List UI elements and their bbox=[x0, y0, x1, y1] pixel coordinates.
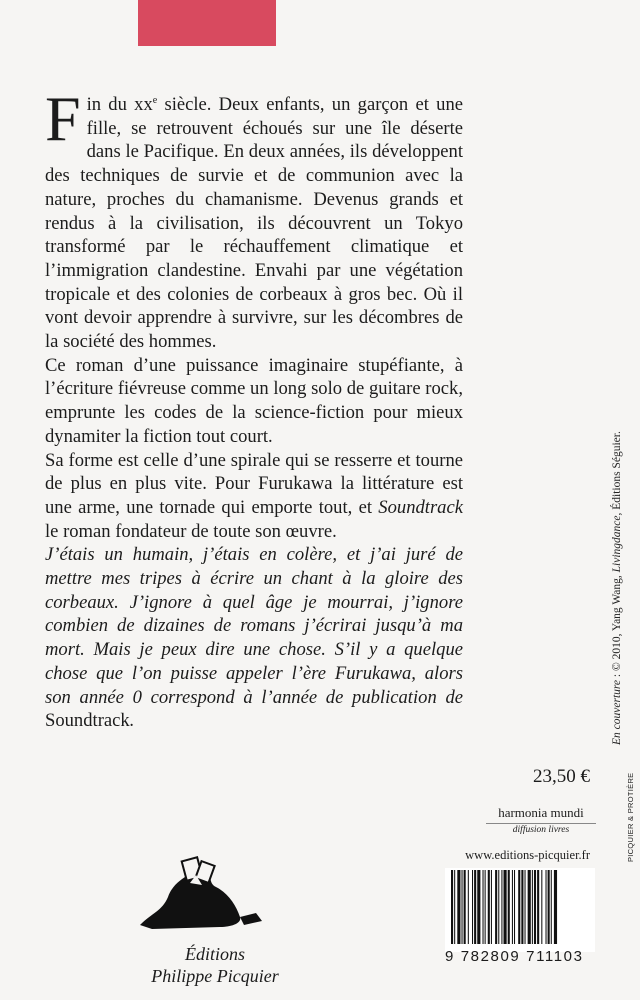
drop-cap: F bbox=[45, 83, 81, 154]
imprint-line-1: Éditions bbox=[184, 944, 245, 964]
distributor-rule bbox=[486, 823, 596, 824]
distributor-name: harmonia mundi bbox=[498, 805, 584, 820]
back-cover-blurb bbox=[45, 83, 463, 733]
price: 23,50 € bbox=[533, 766, 590, 787]
credit-text: , Éditions Séguier. bbox=[611, 431, 623, 516]
barcode bbox=[445, 868, 595, 952]
book-title: Soundtrack bbox=[378, 496, 463, 518]
distributor-subtitle: diffusion livres bbox=[512, 825, 570, 835]
publisher-imprint bbox=[150, 943, 280, 987]
blurb-text: in du bbox=[86, 94, 135, 115]
credit-label: En couverture bbox=[611, 679, 623, 745]
blurb-text: le roman fondateur de toute son œuvre. bbox=[45, 520, 337, 542]
blurb-paragraph-1 bbox=[45, 83, 463, 354]
book-title: Soundtrack bbox=[45, 710, 130, 732]
quote-text: . bbox=[129, 710, 135, 732]
credit-work-title: Livingdance bbox=[611, 515, 623, 573]
blurb-text: siècle. Deux enfants, un garçon et une fille, se retrouvent échoués sur une île déserte dans le Pacifique. En deux années, ils développent des techniques de survie et de communion avec la nature, proches du chamanisme. Devenus grands et rendus à la civilisation, ils découvrent un Tokyo transformé par le réchauffement climatique et l’immigration clandestine. Envahi par une végétation tropicale et des colonies de corbeaux à gros bec. Où il vont devoir apprendre à survivre, sur les décombres de la société des hommes. bbox=[45, 94, 463, 353]
quote-text: J’étais un humain, j’étais en colère, et j’ai juré de mettre mes tripes à écrire un chant à la gloire des corbeaux. J’ignore à quel âge je mourrai, j’ignore combien de dizaines de romans j’écrirai jusqu’à ma mort. Mais je peux dire une chose. S’il y a quelque chose que l’on puisse appeler l’ère Furukawa, alors son année 0 correspond à l’année de publication de bbox=[45, 544, 463, 708]
publisher-logo-icon bbox=[132, 853, 272, 938]
imprint-line-2: Philippe Picquier bbox=[151, 966, 279, 986]
century-numeral: xx bbox=[134, 94, 153, 115]
credit-text: : © 2010, Yang Wang, bbox=[611, 572, 623, 680]
barcode-number: 9 782809 711103 bbox=[445, 948, 584, 965]
blurb-text: Sa forme est celle d’une spirale qui se resserre et tourne de plus en plus vite. Pour Furukawa la littérature est une arme, une tornade qui emporte tout, et bbox=[45, 449, 463, 518]
website-url: www.editions-picquier.fr bbox=[465, 848, 590, 862]
red-color-band bbox=[138, 0, 276, 46]
cover-credit bbox=[611, 431, 623, 745]
century-superscript: e bbox=[152, 94, 158, 106]
distributor-logo bbox=[486, 805, 596, 835]
blurb-paragraph-2: Ce roman d’une puissance imaginaire stupéfiante, à l’écriture fiévreuse comme un long solo de guitare rock, emprunte les codes de la science-fiction pour mieux dynamiter la fiction tout court. bbox=[45, 354, 463, 447]
publisher-vertical-mark: PICQUIER & PROTIÈRE bbox=[626, 772, 635, 862]
author-quote bbox=[45, 543, 463, 733]
barcode-bars bbox=[449, 870, 591, 946]
blurb-paragraph-3 bbox=[45, 449, 463, 544]
